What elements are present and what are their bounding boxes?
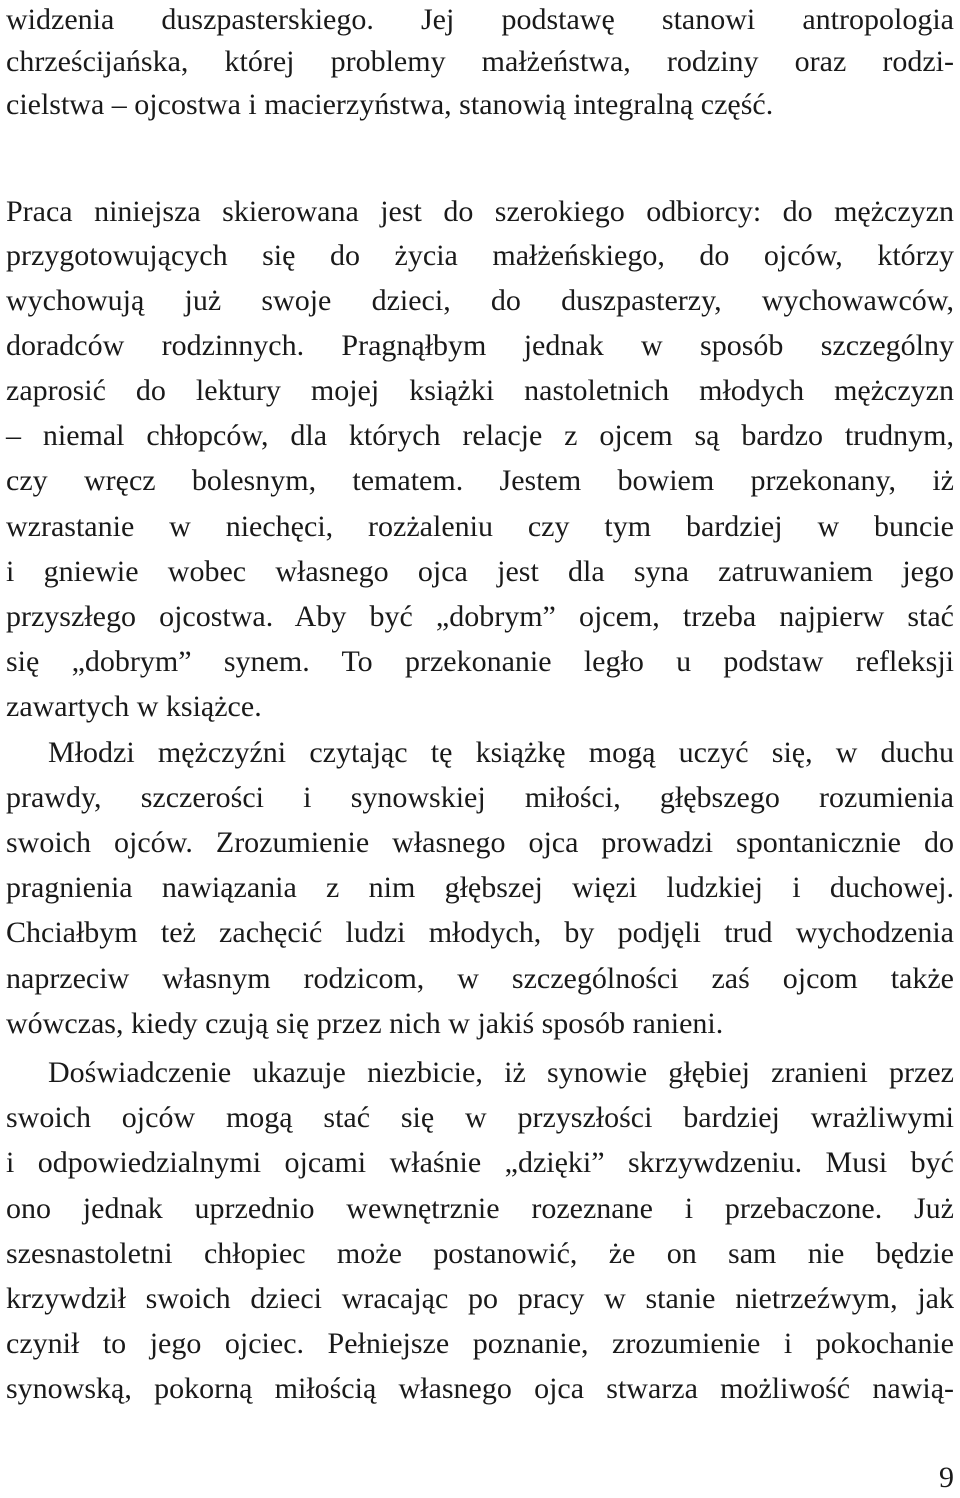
- text-line: i gniewie wobec własnego ojca jest dla syna zatruwaniem jego: [6, 555, 954, 588]
- text-line: chrześcijańska, której problemy małżeństwa, rodziny oraz rodzi-: [6, 45, 954, 78]
- text-line: cielstwa – ojcostwa i macierzyństwa, stanowią integralną część.: [6, 88, 774, 121]
- text-line: przygotowujących się do życia małżeńskiego, do ojców, którzy: [6, 239, 954, 272]
- text-line: krzywdził swoich dzieci wracając po pracy w stanie nietrzeźwym, jak: [6, 1282, 954, 1315]
- text-line: – niemal chłopców, dla których relacje z ojcem są bardzo trudnym,: [6, 419, 954, 452]
- page-number: 9: [939, 1461, 954, 1494]
- text-line: wychowują już swoje dzieci, do duszpasterzy, wychowawców,: [6, 284, 954, 317]
- text-line: przyszłego ojcostwa. Aby być „dobrym” ojcem, trzeba najpierw stać: [6, 600, 954, 633]
- text-line: doradców rodzinnych. Pragnąłbym jednak w sposób szczególny: [6, 329, 954, 362]
- text-line: pragnienia nawiązania z nim głębszej więzi ludzkiej i duchowej.: [6, 871, 954, 904]
- text-line: naprzeciw własnym rodzicom, w szczególności zaś ojcom także: [6, 962, 954, 995]
- text-line: wzrastanie w niechęci, rozżaleniu czy tym bardziej w buncie: [6, 510, 954, 543]
- text-line: czynił to jego ojciec. Pełniejsze poznanie, zrozumienie i pokochanie: [6, 1327, 954, 1360]
- text-line: swoich ojców. Zrozumienie własnego ojca prowadzi spontanicznie do: [6, 826, 954, 859]
- text-line: synowską, pokorną miłością własnego ojca stwarza możliwość nawią-: [6, 1372, 954, 1405]
- text-line: czy wręcz bolesnym, tematem. Jestem bowiem przekonany, iż: [6, 464, 954, 497]
- text-line: zawartych w książce.: [6, 690, 262, 723]
- text-line: swoich ojców mogą stać się w przyszłości bardziej wrażliwymi: [6, 1101, 954, 1134]
- text-line: prawdy, szczerości i synowskiej miłości, głębszego rozumienia: [6, 781, 954, 814]
- text-line: szesnastoletni chłopiec może postanowić, że on sam nie będzie: [6, 1237, 954, 1270]
- text-line: zaprosić do lektury mojej książki nastoletnich młodych mężczyzn: [6, 374, 954, 407]
- text-line: Chciałbym też zachęcić ludzi młodych, by podjęli trud wychodzenia: [6, 916, 954, 949]
- text-line: i odpowiedzialnymi ojcami właśnie „dzięki” skrzywdzeniu. Musi być: [6, 1146, 954, 1179]
- text-line: Młodzi mężczyźni czytając tę książkę mogą uczyć się, w duchu: [48, 736, 954, 769]
- text-line: się „dobrym” synem. To przekonanie legło u podstaw refleksji: [6, 645, 954, 678]
- text-line: Praca niniejsza skierowana jest do szerokiego odbiorcy: do mężczyzn: [6, 195, 954, 228]
- text-line: wówczas, kiedy czują się przez nich w jakiś sposób ranieni.: [6, 1007, 724, 1040]
- text-line: ono jednak uprzednio wewnętrznie rozeznane i przebaczone. Już: [6, 1192, 954, 1225]
- text-line: Doświadczenie ukazuje niezbicie, iż synowie głębiej zranieni przez: [48, 1056, 954, 1089]
- text-line: widzenia duszpasterskiego. Jej podstawę stanowi antropologia: [6, 3, 954, 36]
